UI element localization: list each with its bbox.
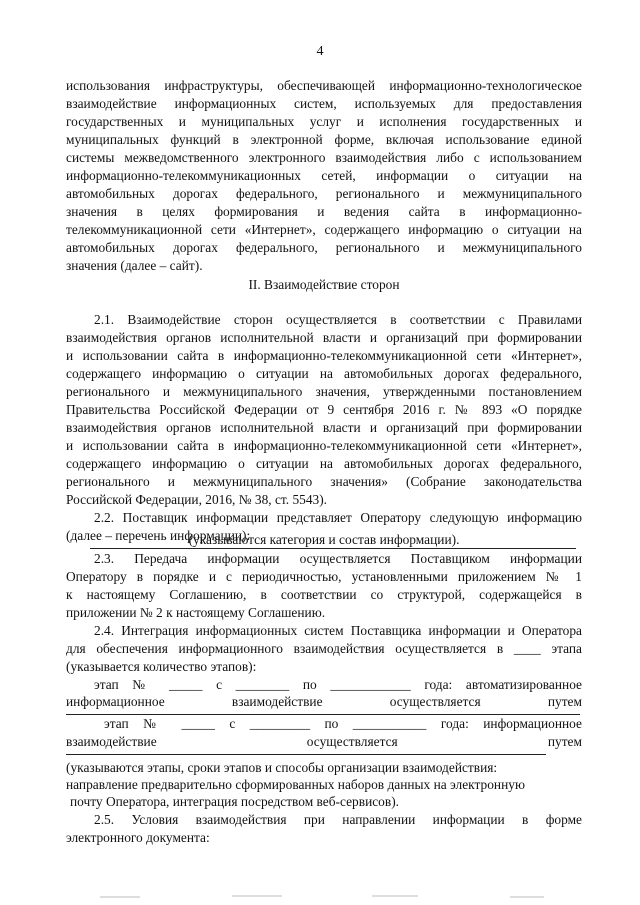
p23-line: приложении № 2 к настоящему Соглашению. <box>66 605 326 620</box>
stage-label: этап <box>104 716 129 731</box>
from-label: с <box>229 716 236 731</box>
intro-line: взаимодействие информационных систем, используемых для предоставления <box>66 96 582 111</box>
intro-line: системы межведомственного электронного взаимодействия либо с использованием <box>66 150 582 165</box>
p21-line: взаимодействия органов исполнительной власти и организаций при формировании <box>66 420 582 435</box>
word: осуществляется <box>389 694 481 709</box>
stage2-line2 <box>66 734 582 750</box>
p25-line: 2.5. Условия взаимодействия при направлении информации в форме <box>94 812 582 827</box>
p21-line: содержащего информацию о ситуации на автомобильных дорогах федерального, <box>66 366 582 381</box>
fill-in-line[interactable] <box>66 754 546 755</box>
section-title: II. Взаимодействие сторон <box>248 277 400 292</box>
word: путем <box>547 694 582 709</box>
stage-number-blank[interactable]: _____ <box>181 716 215 731</box>
word: осуществляется <box>306 734 398 749</box>
p21-line: 2.1. Взаимодействие сторон осуществляется в соответствии с Правилами <box>94 312 582 327</box>
from-date-blank[interactable]: _________ <box>249 716 311 731</box>
p24-caption-line: почту Оператора, интеграция посредством веб-сервисов). <box>70 794 400 809</box>
intro-line: автомобильных дорогах федерального, регионального и межмуниципального <box>66 186 582 201</box>
from-date-blank[interactable]: ________ <box>235 677 290 692</box>
p22-caption: (указываются категория и состав информации). <box>188 532 460 547</box>
p24-line: (указывается количество этапов): <box>66 659 257 674</box>
year-label: года: <box>424 677 453 692</box>
p22-line: (далее – перечень информации): <box>66 528 251 543</box>
p23-line: к настоящему Соглашению, в соответствии со структурой, содержащейся в <box>66 587 582 602</box>
p21-line: и использовании сайта в информационно-телекоммуникационной сети «Интернет», <box>66 348 582 363</box>
p25-line: электронного документа: <box>66 830 210 845</box>
stage2-line1 <box>66 716 582 732</box>
word: взаимодействие <box>66 734 157 749</box>
p21-line: Российской Федерации, 2016, № 38, ст. 5543). <box>66 492 328 507</box>
p22-line: 2.2. Поставщик информации представляет Оператору следующую информацию <box>94 510 582 525</box>
scan-artifact <box>372 895 418 897</box>
word: путем <box>547 734 582 749</box>
page-number: 4 <box>316 44 324 59</box>
p21-line: содержащего информацию о ситуации на автомобильных дорогах федерального, <box>66 456 582 471</box>
word: взаимодействие <box>231 694 323 709</box>
p24-line: 2.4. Интеграция информационных систем Поставщика информации и Оператора <box>94 623 582 638</box>
method-word: автоматизированное <box>465 677 582 692</box>
scan-artifact <box>232 895 282 897</box>
p23-line: Оператору в порядке и с периодичностью, установленными приложением № 1 <box>66 569 582 584</box>
to-date-blank[interactable]: ____________ <box>330 677 411 692</box>
intro-line: использования инфраструктуры, обеспечивающей информационно-технологическое <box>66 78 582 93</box>
p24-caption-line: (указываются этапы, сроки этапов и способы организации взаимодействия: <box>66 760 498 775</box>
scan-artifact <box>100 896 140 898</box>
to-date-blank[interactable]: ___________ <box>352 716 427 731</box>
p23-line: 2.3. Передача информации осуществляется Поставщиком информации <box>94 551 582 566</box>
intro-line: значения (далее – сайт). <box>66 258 203 273</box>
from-label: с <box>216 677 223 692</box>
intro-line: государственных и муниципальных услуг и исполнения государственных и <box>66 114 582 129</box>
scan-artifact <box>510 896 544 898</box>
to-label: по <box>324 716 339 731</box>
p24-caption-line: направление предварительно сформированных наборов данных на электронную <box>66 777 525 792</box>
intro-line: автомобильных дорогах федерального, регионального и межмуниципального <box>66 240 582 255</box>
number-sign: № <box>143 716 168 731</box>
p21-line: Правительства Российской Федерации от 9 сентября 2016 г. № 893 «О порядке <box>66 402 582 417</box>
fill-in-line[interactable] <box>66 714 580 715</box>
word: информационное <box>66 694 165 709</box>
stage-number-blank[interactable]: _____ <box>168 677 203 692</box>
intro-line: муниципальных функций в электронной форме, включая использование единой <box>66 132 582 147</box>
stage-label: этап № <box>94 677 156 692</box>
p21-line: взаимодействия органов исполнительной власти и организаций при формировании <box>66 330 582 345</box>
p24-line: для обеспечения информационного взаимодействия осуществляется в ____ этапа <box>66 641 582 656</box>
p21-line: и использовании сайта в информационно-телекоммуникационной сети «Интернет», <box>66 438 582 453</box>
intro-line: телекоммуникационной сети «Интернет», содержащего информацию о ситуации на <box>66 222 582 237</box>
stage1-line2 <box>66 694 582 710</box>
intro-line: информационно-телекоммуникационных сетей, информации о ситуации на <box>66 168 582 183</box>
fill-in-line <box>90 548 576 549</box>
p21-line: регионального и межмуниципального значения, утвержденными постановлением <box>66 384 582 399</box>
year-label: года: <box>440 716 469 731</box>
intro-line: значения в целях формирования и ведения сайта в информационно- <box>66 204 582 219</box>
to-label: по <box>302 677 317 692</box>
p21-line: регионального и межмуниципального значения» (Собрание законодательства <box>66 474 582 489</box>
method-word: информационное <box>483 716 582 731</box>
stage1-line1 <box>66 677 582 693</box>
